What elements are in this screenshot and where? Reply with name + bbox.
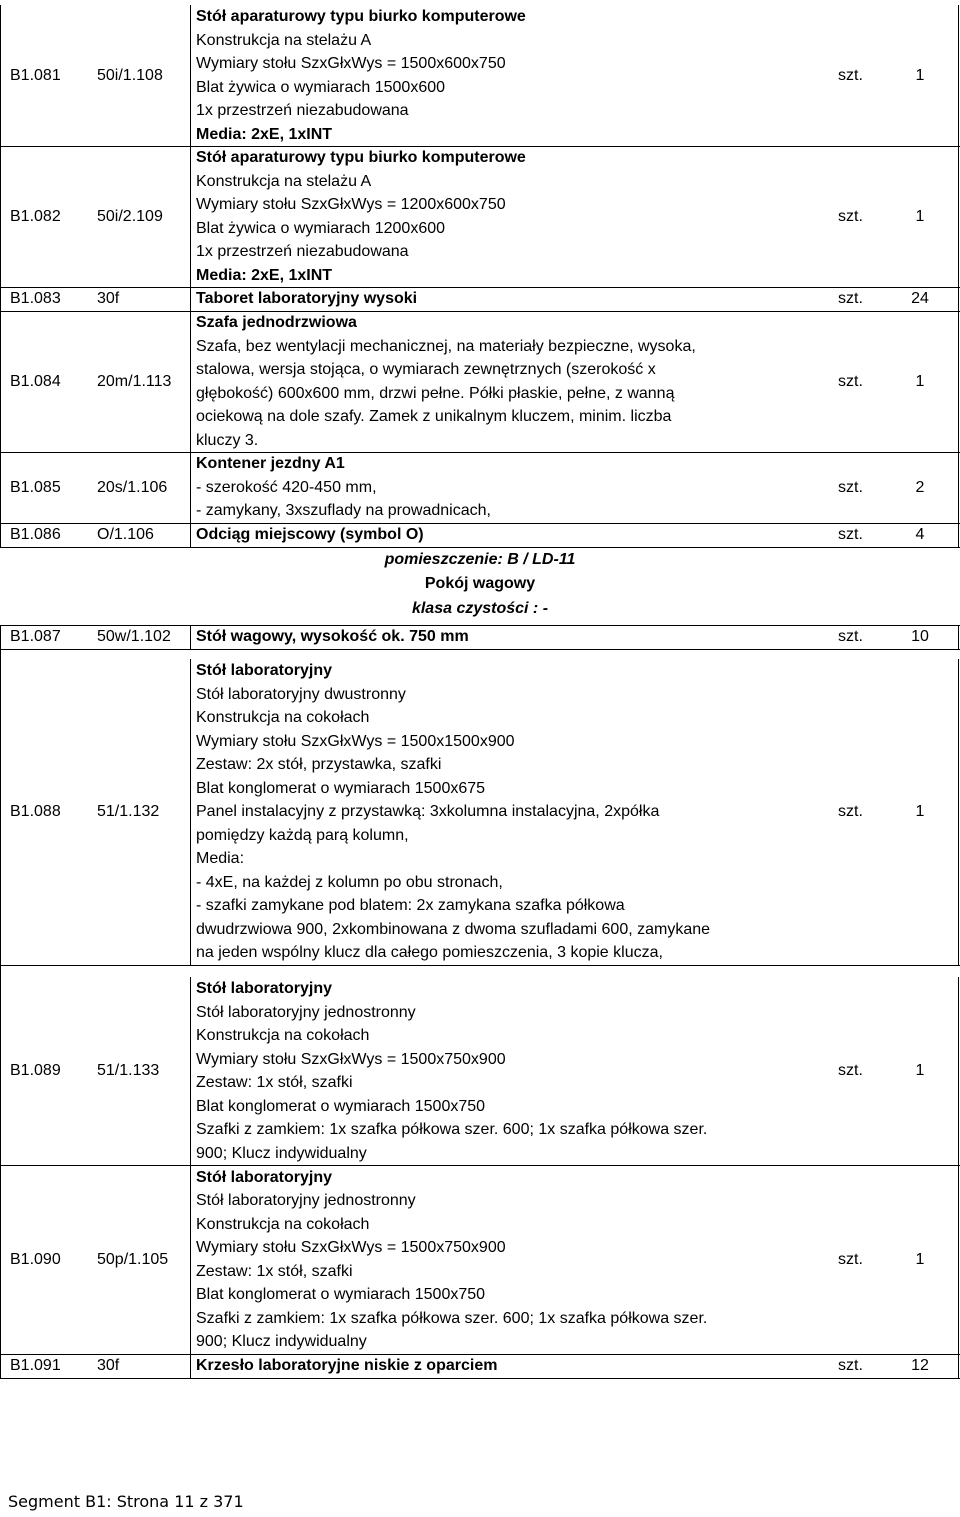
column-divider bbox=[958, 977, 959, 1165]
item-symbol: 50i/2.109 bbox=[97, 207, 163, 225]
column-divider bbox=[190, 5, 191, 146]
item-description-line: Szafa, bez wentylacji mechanicznej, na materiały bezpieczne, wysoka, bbox=[196, 337, 696, 355]
item-description-line: stalowa, wersja stojąca, o wymiarach zewnętrznych (szerokość x bbox=[196, 361, 656, 378]
item-quantity: 24 bbox=[911, 290, 929, 308]
item-description bbox=[196, 287, 417, 311]
column-divider bbox=[958, 625, 959, 649]
item-description-line: Media: 2xE, 1xINT bbox=[196, 125, 333, 143]
column-divider bbox=[958, 659, 959, 965]
table-left-border bbox=[0, 5, 1, 547]
column-divider bbox=[190, 659, 191, 965]
column-divider bbox=[190, 146, 191, 287]
item-symbol: 30f bbox=[97, 1357, 120, 1375]
item-description-line: Stół laboratoryjny jednostronny bbox=[196, 1192, 416, 1209]
section-room-name: Pokój wagowy bbox=[424, 575, 536, 592]
item-symbol: 30f bbox=[97, 290, 120, 308]
table-left-border bbox=[0, 625, 1, 1378]
item-description-line: - zamykany, 3xszuflady na prowadnicach, bbox=[196, 502, 491, 520]
item-description-line: pomiędzy każdą parą kolumn, bbox=[196, 826, 409, 844]
item-symbol: 51/1.133 bbox=[97, 1062, 160, 1080]
item-description-line: Zestaw: 2x stół, przystawka, szafki bbox=[196, 756, 442, 774]
item-code: B1.086 bbox=[10, 526, 61, 544]
item-description-line: Zestaw: 1x stół, szafki bbox=[196, 1074, 353, 1091]
item-title: Stół aparaturowy typu biurko komputerowe bbox=[196, 149, 526, 166]
item-unit: szt. bbox=[838, 290, 863, 308]
item-description-line: 1x przestrzeń niezabudowana bbox=[196, 243, 409, 260]
item-description-line: Blat konglomerat o wymiarach 1500x750 bbox=[196, 1286, 486, 1303]
column-divider bbox=[190, 977, 191, 1165]
item-description-line: dwudrzwiowa 900, 2xkombinowana z dwoma szufladami 600, zamykane bbox=[196, 920, 711, 938]
item-title: Stół laboratoryjny bbox=[196, 1168, 333, 1186]
page-footer: Segment B1: Strona 11 z 371 bbox=[8, 1492, 244, 1511]
item-quantity: 1 bbox=[915, 1062, 925, 1080]
column-divider bbox=[958, 1165, 959, 1354]
item-quantity: 1 bbox=[915, 207, 925, 225]
row-divider bbox=[0, 649, 960, 650]
item-quantity: 12 bbox=[911, 1357, 929, 1375]
row-divider bbox=[0, 1378, 960, 1379]
item-description bbox=[196, 659, 710, 965]
item-description-line: Konstrukcja na cokołach bbox=[196, 1027, 370, 1044]
item-title: Krzesło laboratoryjne niskie z oparciem bbox=[196, 1357, 498, 1375]
item-description-line: 900; Klucz indywidualny bbox=[196, 1333, 367, 1350]
item-quantity: 4 bbox=[915, 526, 925, 544]
item-code: B1.081 bbox=[10, 66, 61, 84]
item-title: Kontener jezdny A1 bbox=[196, 455, 345, 473]
item-description bbox=[196, 625, 469, 649]
section-cleanliness-class: klasa czystości : - bbox=[411, 600, 549, 617]
column-divider bbox=[958, 311, 959, 452]
item-symbol: O/1.106 bbox=[97, 526, 154, 544]
item-description-line: Wymiary stołu SzxGłxWys = 1500x600x750 bbox=[196, 55, 506, 72]
item-code: B1.083 bbox=[10, 290, 61, 308]
item-unit: szt. bbox=[838, 372, 863, 390]
item-code: B1.087 bbox=[10, 628, 61, 646]
item-description-line: - szerokość 420-450 mm, bbox=[196, 478, 377, 496]
column-divider bbox=[958, 452, 959, 523]
item-title: Stół laboratoryjny bbox=[196, 980, 333, 997]
item-unit: szt. bbox=[838, 1062, 863, 1080]
column-divider bbox=[190, 287, 191, 311]
column-divider bbox=[958, 146, 959, 287]
item-code: B1.084 bbox=[10, 372, 61, 390]
item-unit: szt. bbox=[838, 207, 863, 225]
column-divider bbox=[190, 311, 191, 452]
column-divider bbox=[190, 452, 191, 523]
item-description-line: Stół laboratoryjny jednostronny bbox=[196, 1003, 416, 1021]
column-divider bbox=[958, 287, 959, 311]
item-quantity: 1 bbox=[915, 1250, 925, 1268]
item-description bbox=[196, 311, 696, 452]
column-divider bbox=[190, 1354, 191, 1378]
item-description-line: Stół laboratoryjny dwustronny bbox=[196, 685, 406, 703]
item-description bbox=[196, 523, 424, 547]
item-description-line: Wymiary stołu SzxGłxWys = 1500x750x900 bbox=[196, 1239, 506, 1256]
item-description-line: 1x przestrzeń niezabudowana bbox=[196, 102, 409, 119]
item-unit: szt. bbox=[838, 803, 863, 821]
item-title: Stół aparaturowy typu biurko komputerowe bbox=[196, 8, 526, 25]
table-top-border bbox=[0, 625, 960, 626]
item-description-line: Konstrukcja na cokołach bbox=[196, 1215, 370, 1233]
item-description-line: Blat konglomerat o wymiarach 1500x675 bbox=[196, 779, 486, 797]
item-description-line: ociekową na dole szafy. Zamek z unikalnym kluczem, minim. liczba bbox=[196, 408, 672, 425]
item-description-line: Szafki z zamkiem: 1x szafka półkowa szer. 600; 1x szafka półkowa szer. bbox=[196, 1309, 708, 1327]
item-code: B1.082 bbox=[10, 207, 61, 225]
section-room: pomieszczenie: B / LD-11 bbox=[384, 551, 576, 568]
item-code: B1.085 bbox=[10, 478, 61, 496]
item-symbol: 50i/1.108 bbox=[97, 66, 163, 84]
item-code: B1.088 bbox=[10, 803, 61, 821]
item-title: Odciąg miejscowy (symbol O) bbox=[196, 526, 424, 544]
item-unit: szt. bbox=[838, 526, 863, 544]
item-unit: szt. bbox=[838, 1357, 863, 1375]
item-unit: szt. bbox=[838, 1250, 863, 1268]
column-divider bbox=[958, 5, 959, 146]
row-divider bbox=[0, 965, 960, 966]
item-quantity: 1 bbox=[915, 372, 925, 390]
item-description-line: Blat żywica o wymiarach 1200x600 bbox=[196, 219, 446, 237]
item-quantity: 10 bbox=[911, 628, 929, 646]
item-title: Taboret laboratoryjny wysoki bbox=[196, 290, 418, 308]
column-divider bbox=[190, 1165, 191, 1354]
row-divider bbox=[0, 287, 960, 288]
item-description-line: Media: bbox=[196, 850, 245, 868]
item-description-line: - 4xE, na każdej z kolumn po obu stronach, bbox=[196, 873, 503, 891]
item-description-line: Konstrukcja na stelażu A bbox=[196, 31, 372, 49]
item-quantity: 1 bbox=[915, 66, 925, 84]
item-description bbox=[196, 146, 526, 287]
item-symbol: 50w/1.102 bbox=[97, 628, 171, 646]
item-code: B1.091 bbox=[10, 1357, 61, 1375]
item-description-line: Blat konglomerat o wymiarach 1500x750 bbox=[196, 1097, 486, 1115]
column-divider bbox=[958, 523, 959, 547]
item-quantity: 2 bbox=[915, 478, 925, 496]
column-divider bbox=[190, 625, 191, 649]
item-unit: szt. bbox=[838, 628, 863, 646]
item-description-line: Zestaw: 1x stół, szafki bbox=[196, 1262, 353, 1280]
item-quantity: 1 bbox=[915, 803, 925, 821]
item-unit: szt. bbox=[838, 478, 863, 496]
item-description bbox=[196, 1354, 497, 1378]
item-description bbox=[196, 1166, 707, 1354]
item-symbol: 50p/1.105 bbox=[97, 1250, 169, 1268]
item-description bbox=[196, 5, 526, 146]
item-description-line: Panel instalacyjny z przystawką: 3xkolumna instalacyjna, 2xpółka bbox=[196, 803, 660, 821]
item-description-line: kluczy 3. bbox=[196, 431, 259, 449]
item-symbol: 51/1.132 bbox=[97, 803, 160, 821]
item-description-line: Wymiary stołu SzxGłxWys = 1200x600x750 bbox=[196, 196, 506, 213]
item-title: Stół wagowy, wysokość ok. 750 mm bbox=[196, 628, 469, 646]
item-description-line: - szafki zamykane pod blatem: 2x zamykana szafka półkowa bbox=[196, 897, 625, 915]
item-description-line: Wymiary stołu SzxGłxWys = 1500x1500x900 bbox=[196, 732, 515, 750]
item-symbol: 20m/1.113 bbox=[97, 372, 172, 390]
item-description bbox=[196, 977, 707, 1165]
item-description-line: Wymiary stołu SzxGłxWys = 1500x750x900 bbox=[196, 1050, 506, 1068]
item-description bbox=[196, 452, 491, 523]
item-title: Stół laboratoryjny bbox=[196, 662, 333, 680]
column-divider bbox=[958, 1354, 959, 1378]
item-description-line: Blat żywica o wymiarach 1500x600 bbox=[196, 78, 446, 96]
item-title: Szafa jednodrzwiowa bbox=[196, 314, 357, 331]
column-divider bbox=[190, 523, 191, 547]
item-code: B1.090 bbox=[10, 1250, 61, 1268]
item-description-line: 900; Klucz indywidualny bbox=[196, 1144, 367, 1162]
item-description-line: Konstrukcja na cokołach bbox=[196, 709, 370, 727]
item-symbol: 20s/1.106 bbox=[97, 478, 168, 496]
item-description-line: głębokość) 600x600 mm, drzwi pełne. Półki płaskie, pełne, z wanną bbox=[196, 384, 675, 402]
item-description-line: na jeden wspólny klucz dla całego pomieszczenia, 3 kopie klucza, bbox=[196, 944, 663, 962]
item-description-line: Szafki z zamkiem: 1x szafka półkowa szer. 600; 1x szafka półkowa szer. bbox=[196, 1121, 708, 1138]
item-code: B1.089 bbox=[10, 1062, 61, 1080]
item-description-line: Konstrukcja na stelażu A bbox=[196, 172, 372, 190]
item-unit: szt. bbox=[838, 66, 863, 84]
item-description-line: Media: 2xE, 1xINT bbox=[196, 266, 333, 284]
